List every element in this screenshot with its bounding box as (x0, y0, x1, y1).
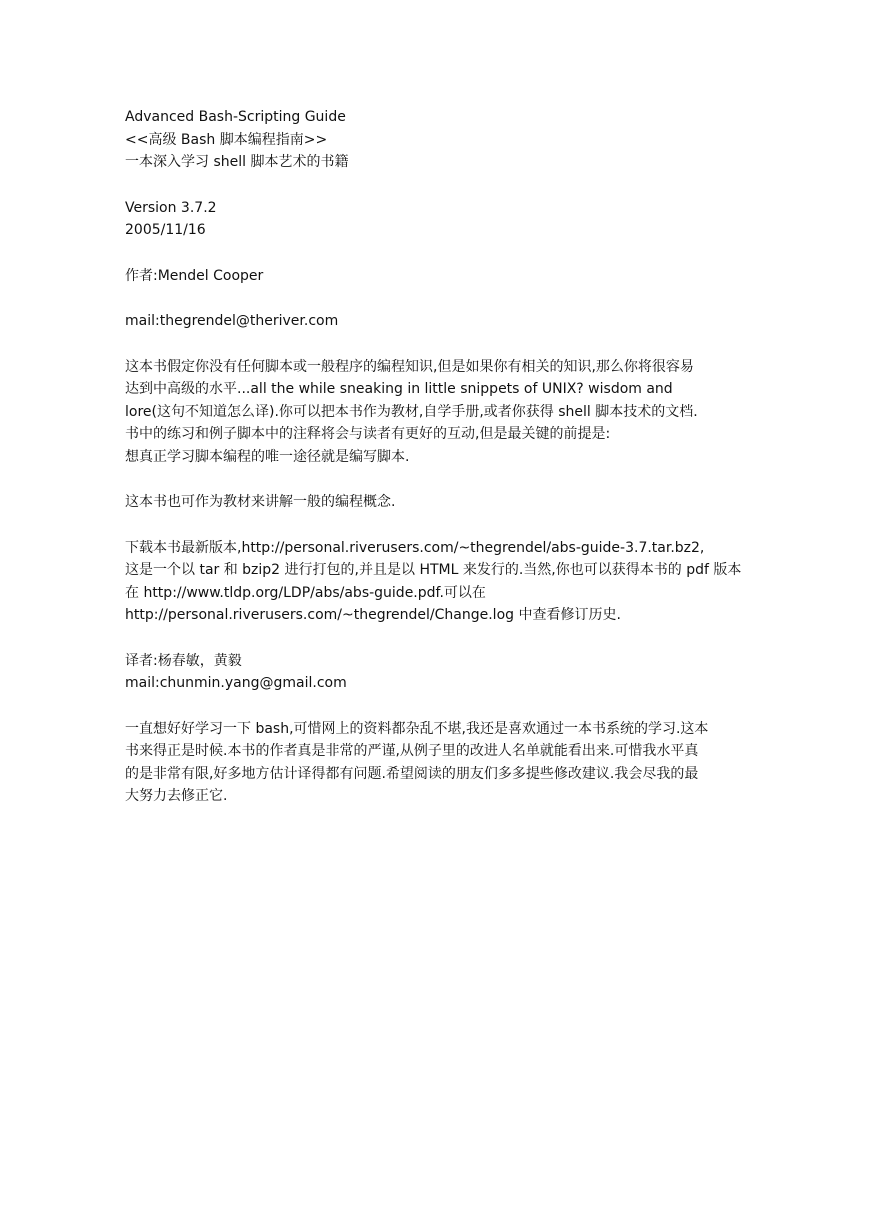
spacer (125, 627, 825, 650)
download-line: http://personal.riverusers.com/~thegrendel/Change.log 中查看修订历史. (125, 607, 621, 623)
translator-block (125, 650, 825, 695)
spacer (125, 514, 825, 537)
download-paragraph (125, 537, 825, 627)
title-english: Advanced Bash-Scripting Guide (125, 109, 346, 125)
download-line: 这是一个以 tar 和 bzip2 进行打包的,并且是以 HTML 来发行的.当然,你也可以获得本书的 pdf 版本 (125, 562, 742, 578)
textbook-note-paragraph (125, 491, 825, 514)
author-mail-block (125, 310, 825, 333)
translator-note-line: 的是非常有限,好多地方估计译得都有问题.希望阅读的朋友们多多提些修改建议.我会尽我的最 (125, 765, 699, 782)
document-page (125, 106, 825, 808)
textbook-note: 这本书也可作为教材来讲解一般的编程概念. (125, 494, 396, 510)
intro-line: lore(这句不知道怎么译).你可以把本书作为教材,自学手册,或者你获得 shell 脚本技术的文档. (125, 403, 698, 420)
download-line: 在 http://www.tldp.org/LDP/abs/abs-guide.pdf.可以在 (125, 584, 486, 601)
download-line: 下载本书最新版本,http://personal.riverusers.com/~thegrendel/abs-guide-3.7.tar.bz2, (125, 539, 705, 556)
translator-mail: mail:chunmin.yang@gmail.com (125, 675, 347, 691)
translator-note-line: 一直想好好学习一下 bash,可惜网上的资料都杂乱不堪,我还是喜欢通过一本书系统的学习.这本 (125, 720, 709, 737)
author-block (125, 265, 825, 288)
spacer (125, 242, 825, 265)
spacer (125, 468, 825, 491)
intro-line: 达到中高级的水平...all the while sneaking in little snippets of UNIX? wisdom and (125, 381, 673, 397)
spacer (125, 174, 825, 197)
title-chinese: <<高级 Bash 脚本编程指南>> (125, 131, 328, 148)
translator-note-line: 大努力去修正它. (125, 788, 228, 804)
author-name: 作者:Mendel Cooper (125, 267, 264, 284)
spacer (125, 287, 825, 310)
release-date: 2005/11/16 (125, 222, 206, 238)
author-mail: mail:thegrendel@theriver.com (125, 313, 339, 329)
title-block (125, 106, 825, 174)
version-text: Version 3.7.2 (125, 199, 217, 216)
subtitle: 一本深入学习 shell 脚本艺术的书籍 (125, 154, 349, 170)
version-block (125, 197, 825, 242)
translator-note-paragraph (125, 718, 825, 808)
intro-line: 书中的练习和例子脚本中的注释将会与读者有更好的互动,但是最关键的前提是: (125, 426, 611, 442)
translator-note-line: 书来得正是时候.本书的作者真是非常的严谨,从例子里的改进人名单就能看出来.可惜我水平真 (125, 743, 699, 759)
translator-name: 译者:杨春敏，黄毅 (125, 652, 242, 669)
intro-paragraph (125, 356, 825, 469)
spacer (125, 695, 825, 718)
intro-line: 这本书假定你没有任何脚本或一般程序的编程知识,但是如果你有相关的知识,那么你将很容易 (125, 358, 694, 375)
intro-line: 想真正学习脚本编程的唯一途径就是编写脚本. (125, 448, 410, 465)
spacer (125, 333, 825, 356)
